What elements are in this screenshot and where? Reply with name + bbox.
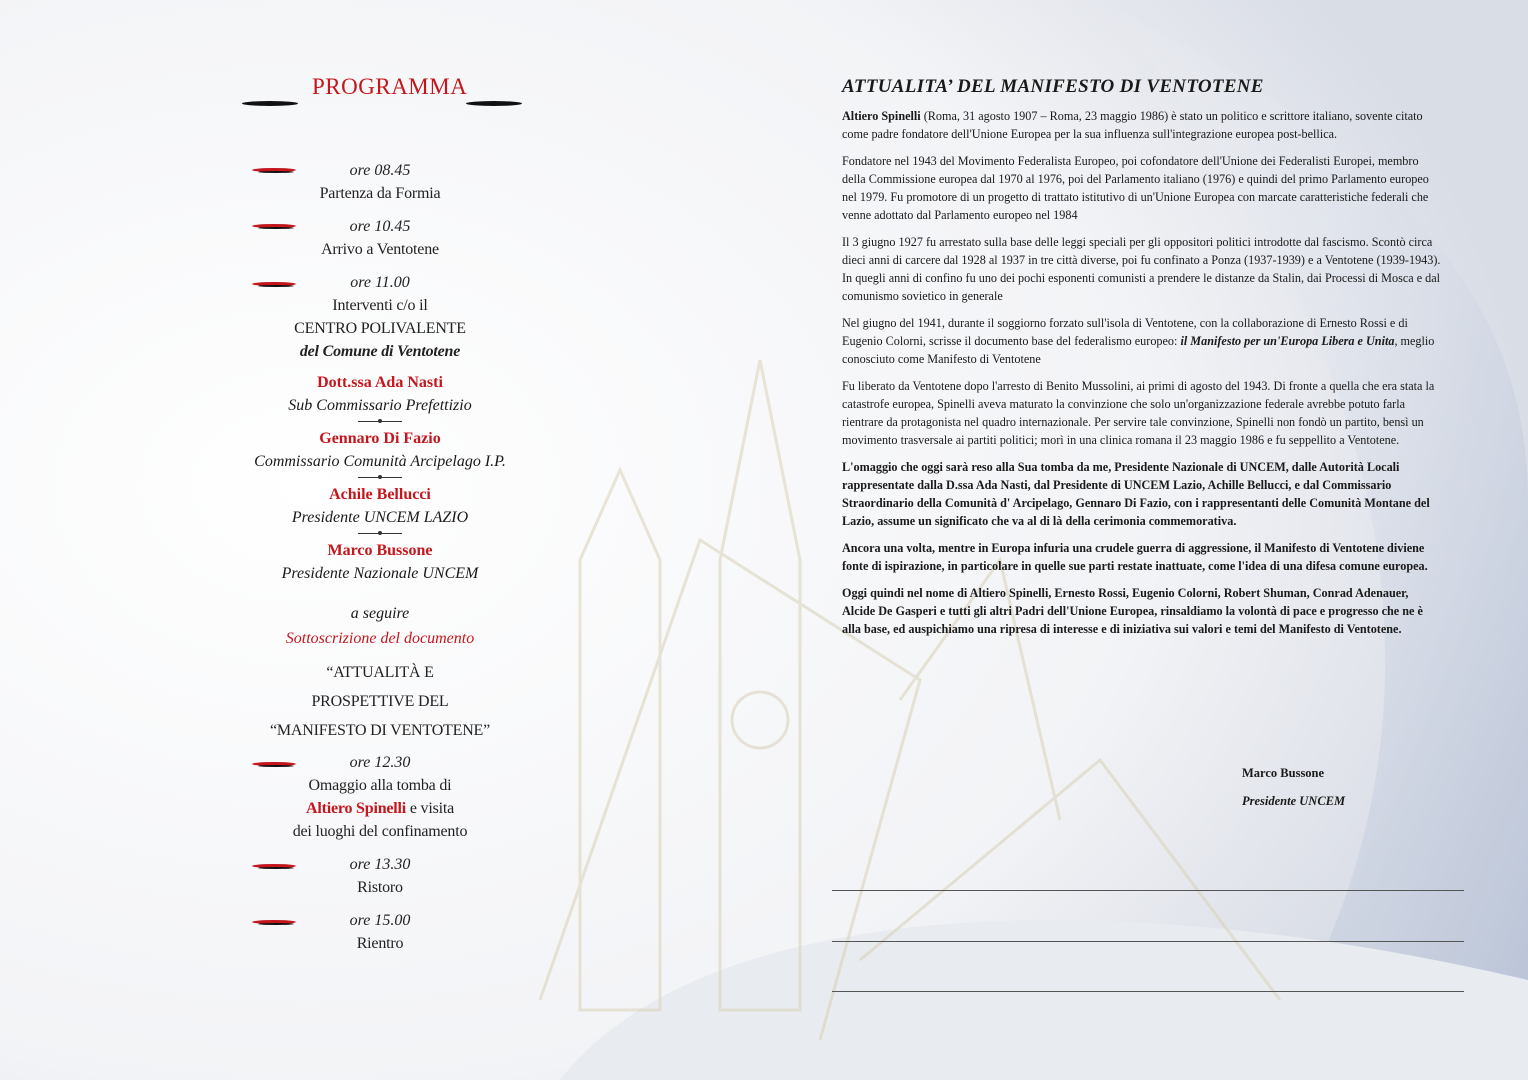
signature-role: Presidente UNCEM bbox=[1242, 794, 1346, 808]
event-venue: del Comune di Ventotene bbox=[299, 343, 461, 360]
divider bbox=[358, 477, 402, 478]
sottoscrizione-label: Sottoscrizione del documento bbox=[285, 630, 475, 647]
event-label bbox=[230, 797, 530, 820]
event-label: dei luoghi del confinamento bbox=[292, 823, 468, 840]
article-text: (Roma, 31 agosto 1907 – Roma, 23 maggio 1986) è stato un politico e scrittore italiano, sovente citato come padre fondatore dell'Unione Europea per la sua influenza sull'integrazione europea post-bellica. bbox=[842, 109, 1423, 141]
article-paragraph bbox=[842, 314, 1444, 368]
article-name: Altiero Spinelli bbox=[842, 109, 921, 123]
a-seguire bbox=[230, 602, 530, 625]
document-title-line: “ATTUALITÀ E bbox=[326, 664, 434, 681]
time-label: ore 15.00 bbox=[349, 912, 411, 929]
speaker bbox=[230, 484, 530, 534]
time-label: ore 13.30 bbox=[349, 856, 411, 873]
speaker bbox=[230, 540, 530, 585]
event-label: Rientro bbox=[356, 935, 404, 952]
speaker bbox=[230, 372, 530, 422]
left-brush-stroke bbox=[242, 101, 298, 106]
document-title-line: PROSPETTIVE DEL bbox=[311, 693, 449, 710]
event-label: Arrivo a Ventotene bbox=[321, 241, 439, 258]
honoree-name: Altiero Spinelli bbox=[305, 800, 407, 817]
article-title: ATTUALITA’ DEL MANIFESTO DI VENTOTENE bbox=[842, 76, 1264, 97]
right-brush-stroke bbox=[466, 101, 522, 106]
schedule-item bbox=[230, 752, 530, 843]
programma-header bbox=[230, 74, 530, 104]
event-label: Omaggio alla tomba di bbox=[308, 777, 452, 794]
article-emphasis: il Manifesto per un'Europa Libera e Unita bbox=[1180, 334, 1395, 348]
time-label: ore 12.30 bbox=[349, 754, 411, 771]
document-title bbox=[230, 658, 530, 745]
schedule-item bbox=[230, 272, 530, 363]
time-label: ore 10.45 bbox=[349, 218, 411, 235]
article-paragraph: Fondatore nel 1943 del Movimento Federalista Europeo, poi cofondatore dell'Unione dei Federalisti Europei, membro della Commissione europea dal 1970 al 1976, poi del Parlamento italiano (1976) e quindi del primo Parlamento europeo nel 1979. Fu promotore di un progetto di trattato istitutivo di un'Unione Europea con marcate caratteristiche federali che venne adottato dal Parlamento europeo nel 1984 bbox=[842, 154, 1429, 222]
speaker-name: Achile Bellucci bbox=[329, 486, 431, 503]
speaker-role: Presidente Nazionale UNCEM bbox=[281, 565, 479, 582]
schedule-item bbox=[230, 910, 530, 955]
article-paragraph: L'omaggio che oggi sarà reso alla Sua tomba da me, Presidente Nazionale di UNCEM, dalle Autorità Locali rappresentate dalla D.ssa Ada Nasti, dal Presidente di UNCEM Lazio, Achille Bellucci, e dal Commissario Straordinario della Comunità d' Arcipelago, Gennaro Di Fazio, con i rappresentanti delle Comunità Montane del Lazio, assume un significato che va al di là della cerimonia commemorativa. bbox=[842, 460, 1430, 528]
event-label: CENTRO POLIVALENTE bbox=[294, 320, 466, 337]
red-brush-marker bbox=[252, 168, 296, 172]
event-label: Interventi c/o il bbox=[332, 297, 428, 314]
programma-title: PROGRAMMA bbox=[312, 74, 468, 99]
a-seguire-label: a seguire bbox=[350, 605, 410, 622]
article-paragraph: Ancora una volta, mentre in Europa infuria una crudele guerra di aggressione, il Manifesto di Ventotene diviene fonte di ispirazione, in particolare in quelle sue parti restate inattuate, come l'idea di una difesa comune europea. bbox=[842, 541, 1428, 573]
event-label: Ristoro bbox=[357, 879, 403, 896]
article-column bbox=[842, 76, 1444, 808]
schedule-item bbox=[230, 216, 530, 261]
article-paragraph: Il 3 giugno 1927 fu arrestato sulla base delle leggi speciali per gli oppositori politici introdotte dal fascismo. Scontò circa dieci anni di carcere dal 1928 al 1937 in tre città diverse, poi fu confinato a Ponza (1937-1939) e a Ventotene (1939-1943). In quegli anni di confino fu uno dei pochi esponenti comunisti a prendere le distanze da Stalin, dai Processi di Mosca e dal comunismo sovietico in generale bbox=[842, 235, 1441, 303]
article-paragraph: Fu liberato da Ventotene dopo l'arresto di Benito Mussolini, ai primi di agosto del 1943. Di fronte a quella che era stata la catastrofe europea, Spinelli aveva maturato la convinzione che solo un'organizzazione federale avrebbe potuto farla rientrare da protagonista nel quadro internazionale. Per servire tale convinzione, Spinelli non fondò un partito, bensì un movimento trasversale ai partiti politici; morì in una clinica romana il 23 maggio 1986 e fu seppellito a Ventotene. bbox=[842, 379, 1435, 447]
red-brush-marker bbox=[252, 762, 296, 766]
article-paragraph: Oggi quindi nel nome di Altiero Spinelli, Ernesto Rossi, Eugenio Colorni, Robert Shuman, Conrad Adenauer, Alcide De Gasperi e tutti gli altri Padri dell'Unione Europea, rinsaldiamo la volontà di pace e progresso che ne è alla base, ed auspichiamo una ripresa di interesse e di iniziativa sui valori e temi del Manifesto di Ventotene. bbox=[842, 586, 1423, 636]
event-label: Partenza da Formia bbox=[319, 185, 441, 202]
schedule-item bbox=[230, 854, 530, 899]
event-label-suffix: e visita bbox=[406, 800, 455, 817]
blank-line bbox=[832, 890, 1464, 891]
red-brush-marker bbox=[252, 920, 296, 924]
document-title-line: “MANIFESTO DI VENTOTENE” bbox=[269, 722, 491, 739]
speaker-role: Presidente UNCEM LAZIO bbox=[291, 509, 469, 526]
time-label: ore 11.00 bbox=[350, 274, 410, 291]
article-text: Nel giugno del 1941, durante il soggiorno forzato sull'isola di Ventotene, con la collaborazione di Ernesto Rossi e di Eugenio Colorni, scrisse il documento base del federalismo europeo: bbox=[842, 316, 1408, 348]
signature-name: Marco Bussone bbox=[1242, 766, 1325, 780]
red-brush-marker bbox=[252, 282, 296, 286]
sottoscrizione bbox=[230, 630, 530, 648]
speaker-name: Dott.ssa Ada Nasti bbox=[317, 374, 443, 391]
speaker bbox=[230, 428, 530, 478]
speaker-role: Sub Commissario Prefettizio bbox=[288, 397, 472, 414]
schedule-item bbox=[230, 160, 530, 205]
time-label: ore 08.45 bbox=[349, 162, 411, 179]
red-brush-marker bbox=[252, 224, 296, 228]
blank-line bbox=[832, 991, 1464, 992]
red-brush-marker bbox=[252, 864, 296, 868]
speaker-role: Commissario Comunità Arcipelago I.P. bbox=[254, 453, 506, 470]
article-paragraph bbox=[842, 107, 1444, 143]
speaker-name: Gennaro Di Fazio bbox=[319, 430, 441, 447]
speaker-name: Marco Bussone bbox=[327, 542, 433, 559]
blank-line bbox=[832, 941, 1464, 942]
article-text: , meglio conosciuto come Manifesto di Ventotene bbox=[842, 334, 1435, 366]
divider bbox=[358, 533, 402, 534]
divider bbox=[358, 421, 402, 422]
